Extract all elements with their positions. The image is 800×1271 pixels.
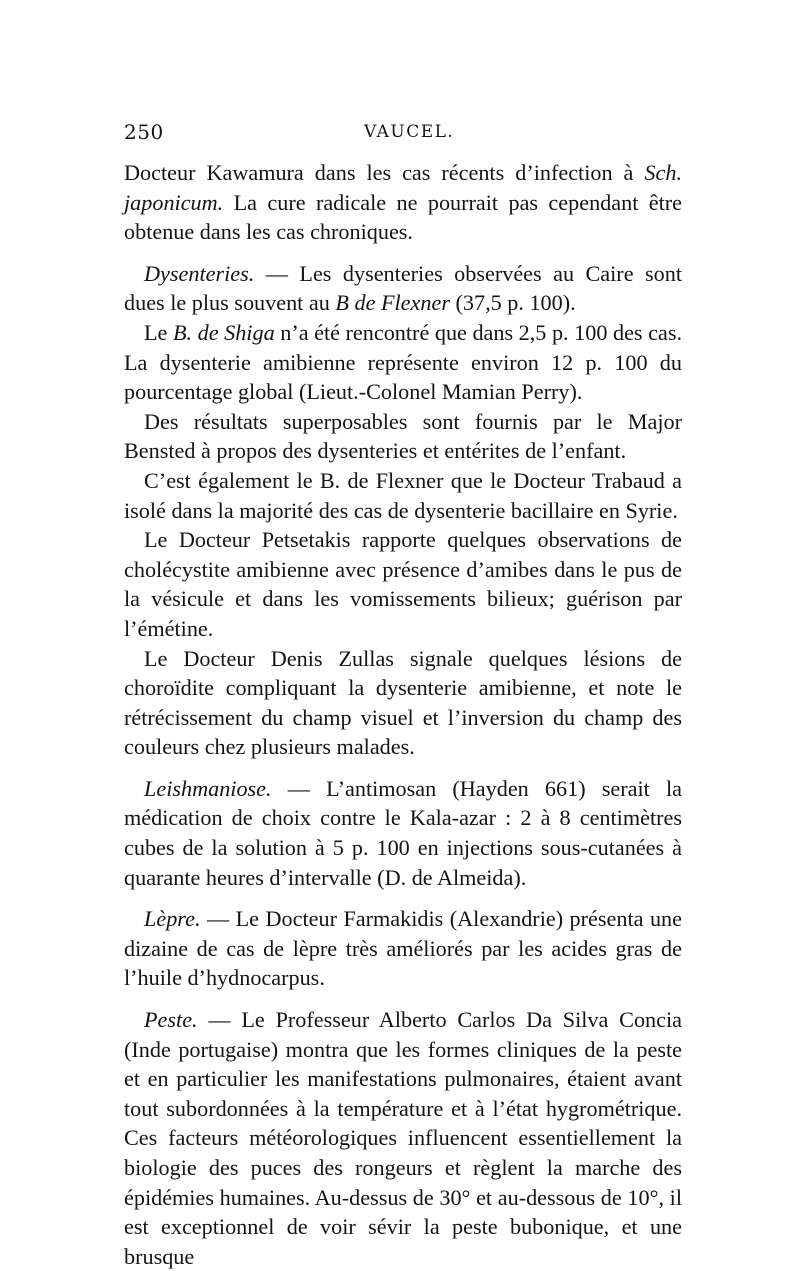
text-run: — Le Docteur Farmakidis (Alexandrie) présenta une dizaine de cas de lèpre très améliorés par les acides gras de l’huile d’hydnocarpus.	[124, 906, 682, 991]
body-text	[124, 158, 682, 1271]
paragraph-trabaud: C’est également le B. de Flexner que le Docteur Trabaud a isolé dans la majorité des cas de dysenterie bacillaire en Syrie.	[124, 467, 682, 523]
paragraph-peste	[124, 1005, 682, 1271]
text-run: — Le Professeur Alberto Carlos Da Silva Concia (Inde portugaise) montra que les formes cliniques de la peste et en particulier les manifestations pulmonaires, étaient avant tout subordonnées à la température et à l’état hygrométrique. Ces facteurs météorologiques influencent essentiellement la biologie des puces des rongeurs et règlent la marche des épidémies humaines. Au-dessus de 30° et au-dessous de 10°, il est exceptionnel de voir sévir la peste bubonique, et une brusque	[124, 1007, 682, 1269]
species-name: Sch. japonicum.	[124, 160, 682, 215]
text-run: — Les dysenteries observées au Caire sont dues le plus souvent au	[124, 260, 682, 316]
bacillus-name: B de Flexner	[335, 290, 450, 316]
text-run: n’a été rencontré que dans 2,5 p. 100 des cas. La dysenterie amibienne représente environ 12 p. 100 du pourcentage global (Lieut.-Colonel Mamian Perry).	[124, 319, 682, 405]
text-run: (37,5 p. 100).	[449, 290, 576, 316]
paragraph-intro	[124, 158, 682, 247]
paragraph-bensted: Des résultats superposables sont fournis par le Major Bensted à propos des dysenteries et entérites de l’enfant.	[124, 408, 682, 464]
page-number: 250	[124, 120, 164, 144]
section-heading-lepre: Lèpre.	[144, 906, 201, 932]
paragraph-petsetakis: Le Docteur Petsetakis rapporte quelques observations de cholécystite amibienne avec présence d’amibes dans le pus de la vésicule et dans les vomissements bilieux; guérison par l’émétine.	[124, 527, 682, 641]
paragraph-leishmaniose	[124, 774, 682, 892]
paragraph-shiga	[124, 318, 682, 407]
text-run: La cure radicale ne pourrait pas cependant être obtenue dans les cas chroniques.	[124, 189, 682, 245]
paragraph-zullas: Le Docteur Denis Zullas signale quelques lésions de choroïdite compliquant la dysenterie amibienne, et note le rétrécissement du champ visuel et l’inversion du champ des couleurs chez plusieurs malades.	[124, 645, 682, 760]
running-head: VAUCEL.	[364, 122, 455, 142]
paragraph-lepre	[124, 904, 682, 993]
text-run: Le	[144, 319, 173, 345]
text-run: — L’antimosan (Hayden 661) serait la médication de choix contre le Kala-azar : 2 à 8 centimètres cubes de la solution à 5 p. 100 en injections sous-cutanées à quarante heures d’intervalle (D. de Almeida).	[124, 775, 682, 890]
section-heading-peste: Peste.	[144, 1007, 198, 1033]
text-run: Docteur Kawamura dans les cas récents d’infection à	[124, 160, 645, 185]
bacillus-name: B. de Shiga	[172, 319, 275, 345]
page-header	[124, 120, 682, 150]
section-heading-dysenteries: Dysenteries.	[144, 260, 255, 286]
section-heading-leishmaniose: Leishmaniose.	[144, 775, 272, 801]
paragraph-dysenteries	[124, 259, 682, 318]
